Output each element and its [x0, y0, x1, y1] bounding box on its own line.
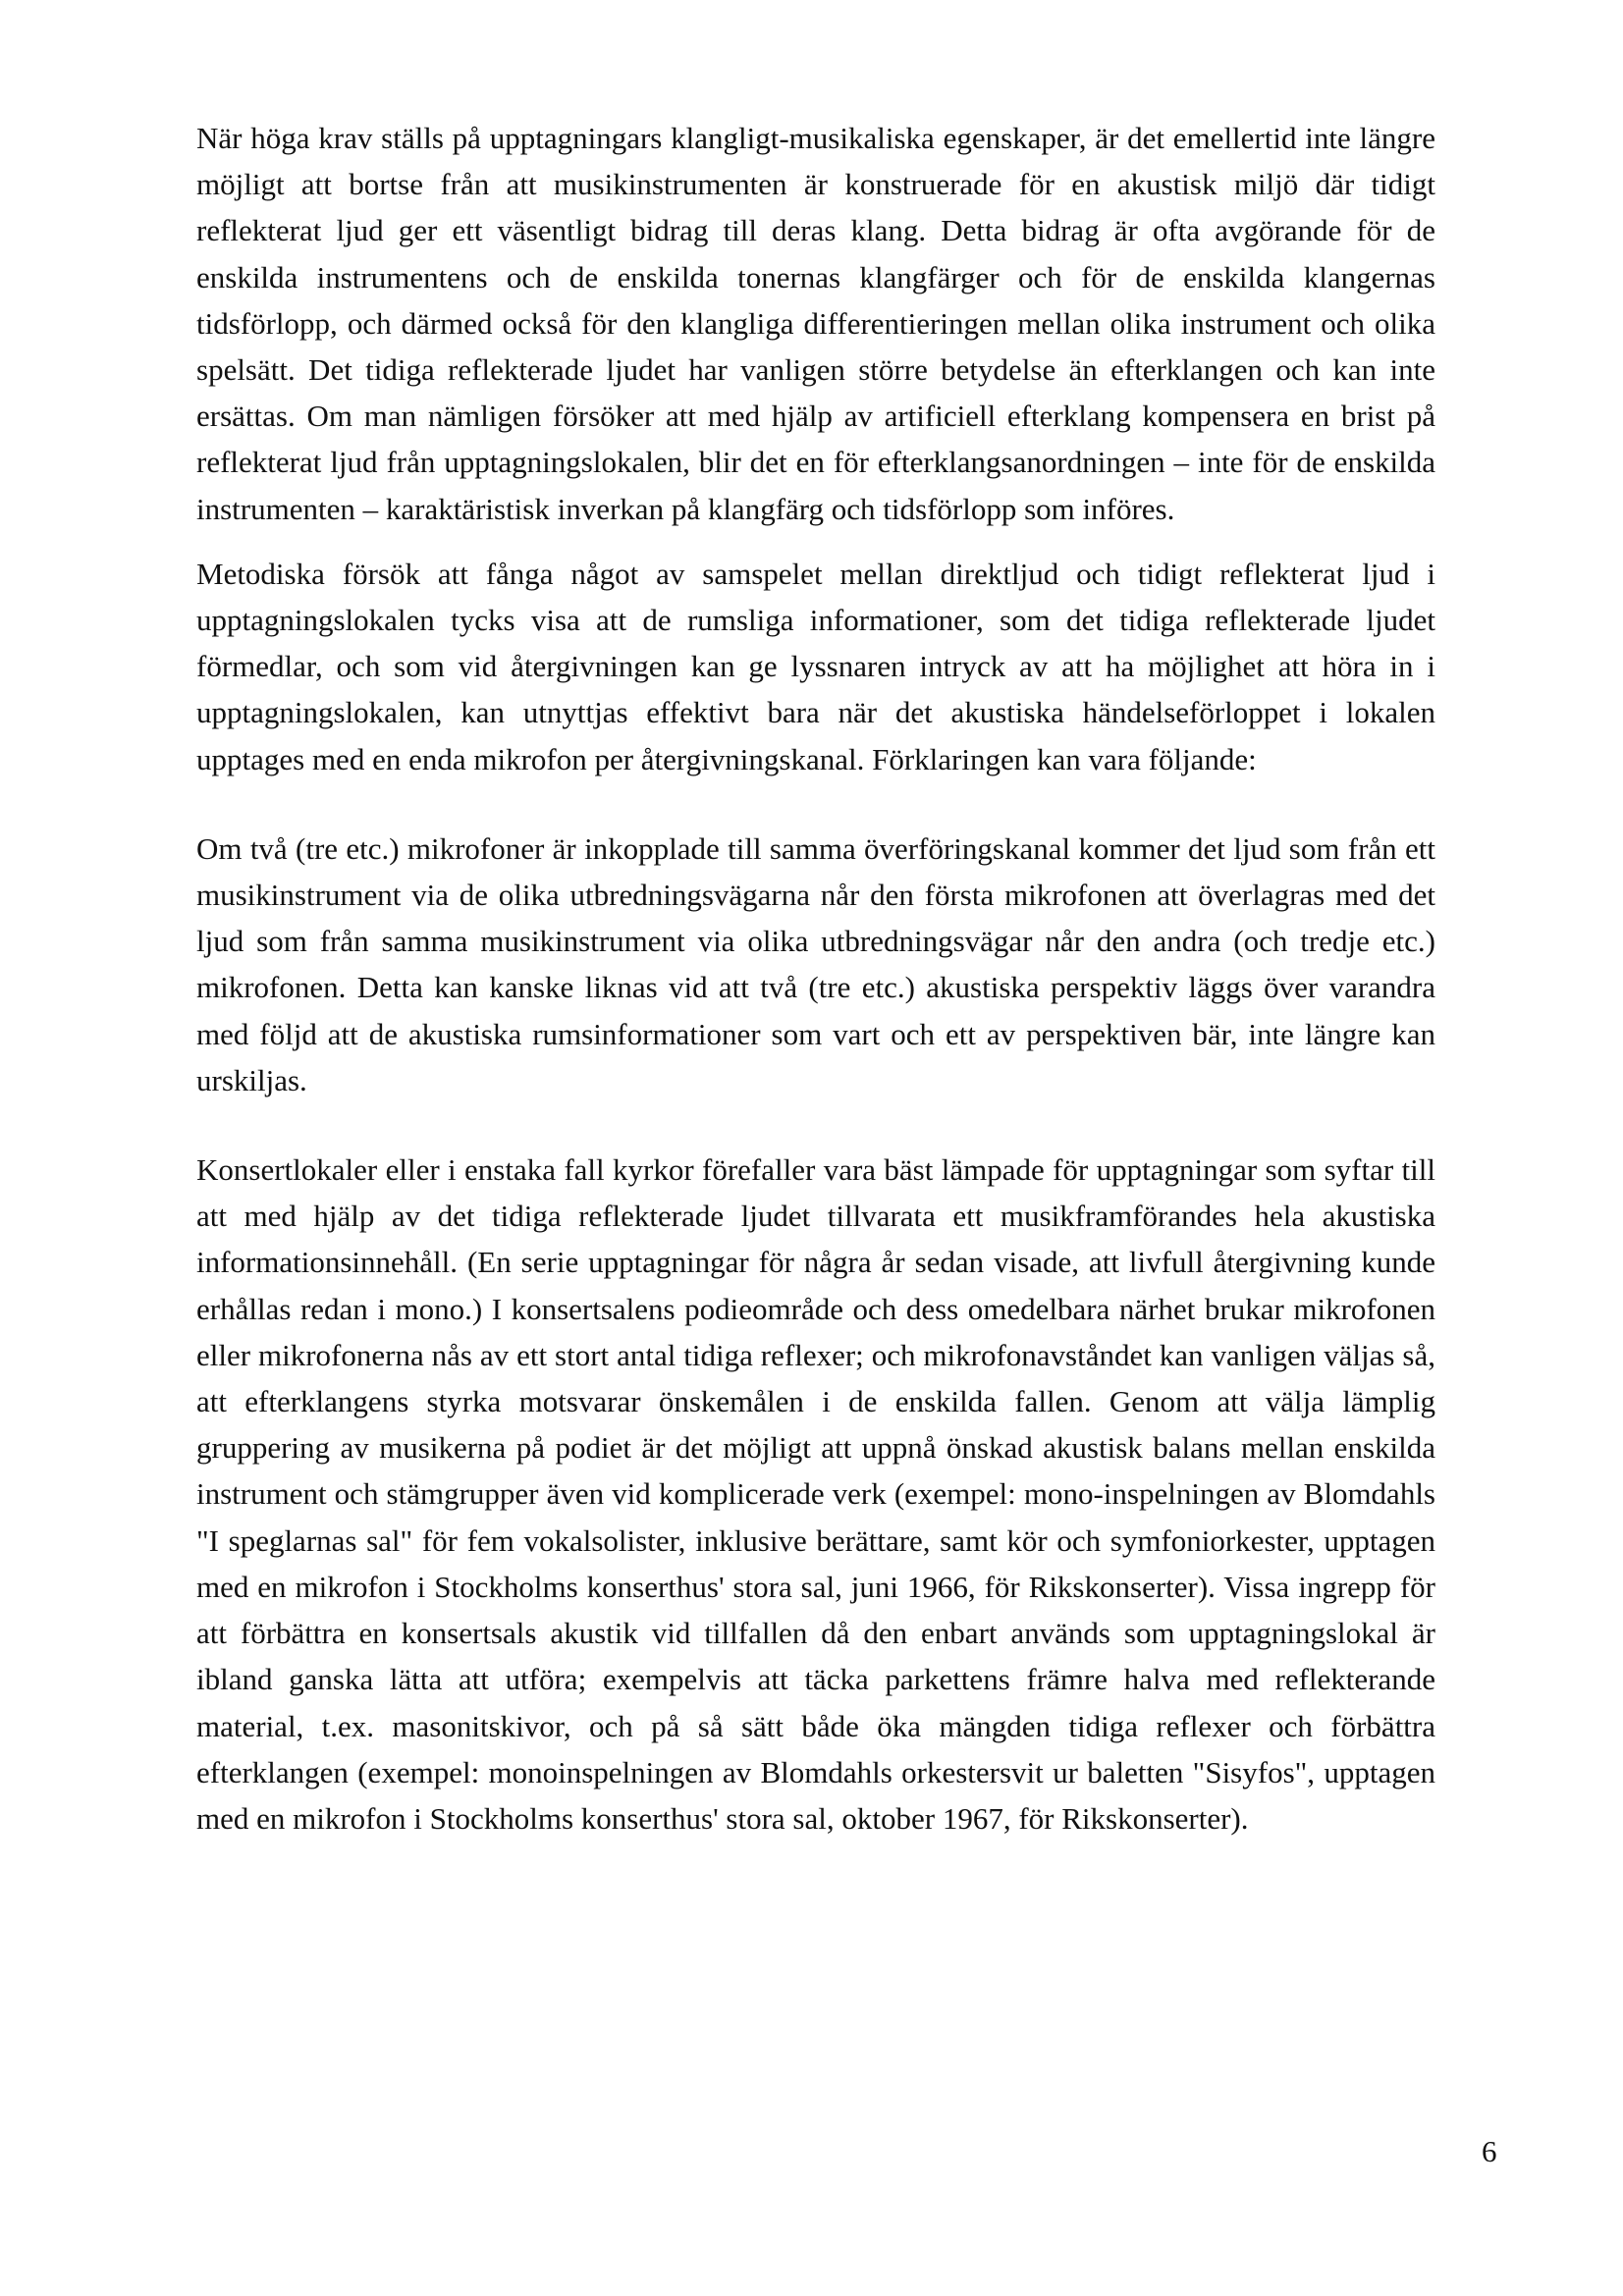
paragraph-concert-halls: Konsertlokaler eller i enstaka fall kyrkor förefaller vara bäst lämpade för upptagningar som syftar till att med hjälp av det tidiga reflekterade ljudet tillvarata ett musikframförandes hela akustiska informationsinnehåll. (En serie upptagningar för några år sedan visade, att livfull återgivning kunde erhållas redan i mono.) I konsertsalens podieområde och dess omedelbara närhet brukar mikrofonen eller mikrofonerna nås av ett stort antal tidiga reflexer; och mikrofonavståndet kan vanligen väljas så, att efterklangens styrka motsvarar önskemålen i de enskilda fallen. Genom att välja lämplig gruppering av musikerna på podiet är det möjligt att uppnå önskad akustisk balans mellan enskilda instrument och stämgrupper även vid komplicerade verk (exempel: mono-inspelningen av Blomdahls "I speglarnas sal" för fem vokalsolister, inklusive berättare, samt kör och symfoniorkester, upptagen med en mikrofon i Stockholms konserthus' stora sal, juni 1966, för Rikskonserter). Vissa ingrepp för att förbättra en konsertsals akustik vid tillfallen då den enbart används som upptagningslokal är ibland ganska lätta att utföra; exempelvis att täcka parkettens främre halva med reflekterande material, t.ex. masonitskivor, och på så sätt både öka mängden tidiga reflexer och förbättra efterklangen (exempel: monoinspelningen av Blomdahls orkestersvit ur baletten "Sisyfos", upptagen med en mikrofon i Stockholms konserthus' stora sal, oktober 1967, för Rikskonserter). — [196, 1152, 1435, 1836]
page-number: 6 — [1482, 2134, 1497, 2168]
paragraph-multiple-microphones: Om två (tre etc.) mikrofoner är inkopplade till samma överföringskanal kommer det ljud som från ett musikinstrument via de olika utbredningsvägarna når den första mikrofonen att överlagras med det ljud som från samma musikinstrument via olika utbredningsvägar når den andra (och tredje etc.) mikrofonen. Detta kan kanske liknas vid att två (tre etc.) akustiska perspektiv läggs över varandra med följd att de akustiska rumsinformationer som vart och ett av perspektiven bär, inte längre kan urskiljas. — [196, 830, 1435, 1097]
paragraph-early-reflections: När höga krav ställs på upptagningars klangligt-musikaliska egenskaper, är det emellertid inte längre möjligt att bortse från att musikinstrumenten är konstruerade för en akustisk miljö där tidigt reflekterat ljud ger ett väsentligt bidrag till deras klang. Detta bidrag är ofta avgörande för de enskilda instrumentens och de enskilda tonernas klangfärger och för de enskilda klangernas tidsförlopp, och därmed också för den klangliga differentieringen mellan olika instrument och olika spelsätt. Det tidiga reflekterade ljudet har vanligen större betydelse än efterklangen och kan inte ersättas. Om man nämligen försöker att med hjälp av artificiell efterklang kompensera en brist på reflekterat ljud från upptagningslokalen, blir det en för efterklangsanordningen – inte för de enskilda instrumenten – karaktäristisk inverkan på klangfärg och tidsförlopp som införes. — [196, 121, 1435, 526]
paragraph-methodical-experiments: Metodiska försök att fånga något av samspelet mellan direktljud och tidigt reflekterat ljud i upptagningslokalen tycks visa att de rumsliga informationer, som det tidiga reflekterade ljudet förmedlar, och som vid återgivningen kan ge lyssnaren intryck av att ha möjlighet att höra in i upptagningslokalen, kan utnyttjas effektivt bara när det akustiska händelseförloppet i lokalen upptages med en enda mikrofon per återgivningskanal. Förklaringen kan vara följande: — [196, 556, 1435, 776]
body-text — [196, 115, 1435, 1842]
